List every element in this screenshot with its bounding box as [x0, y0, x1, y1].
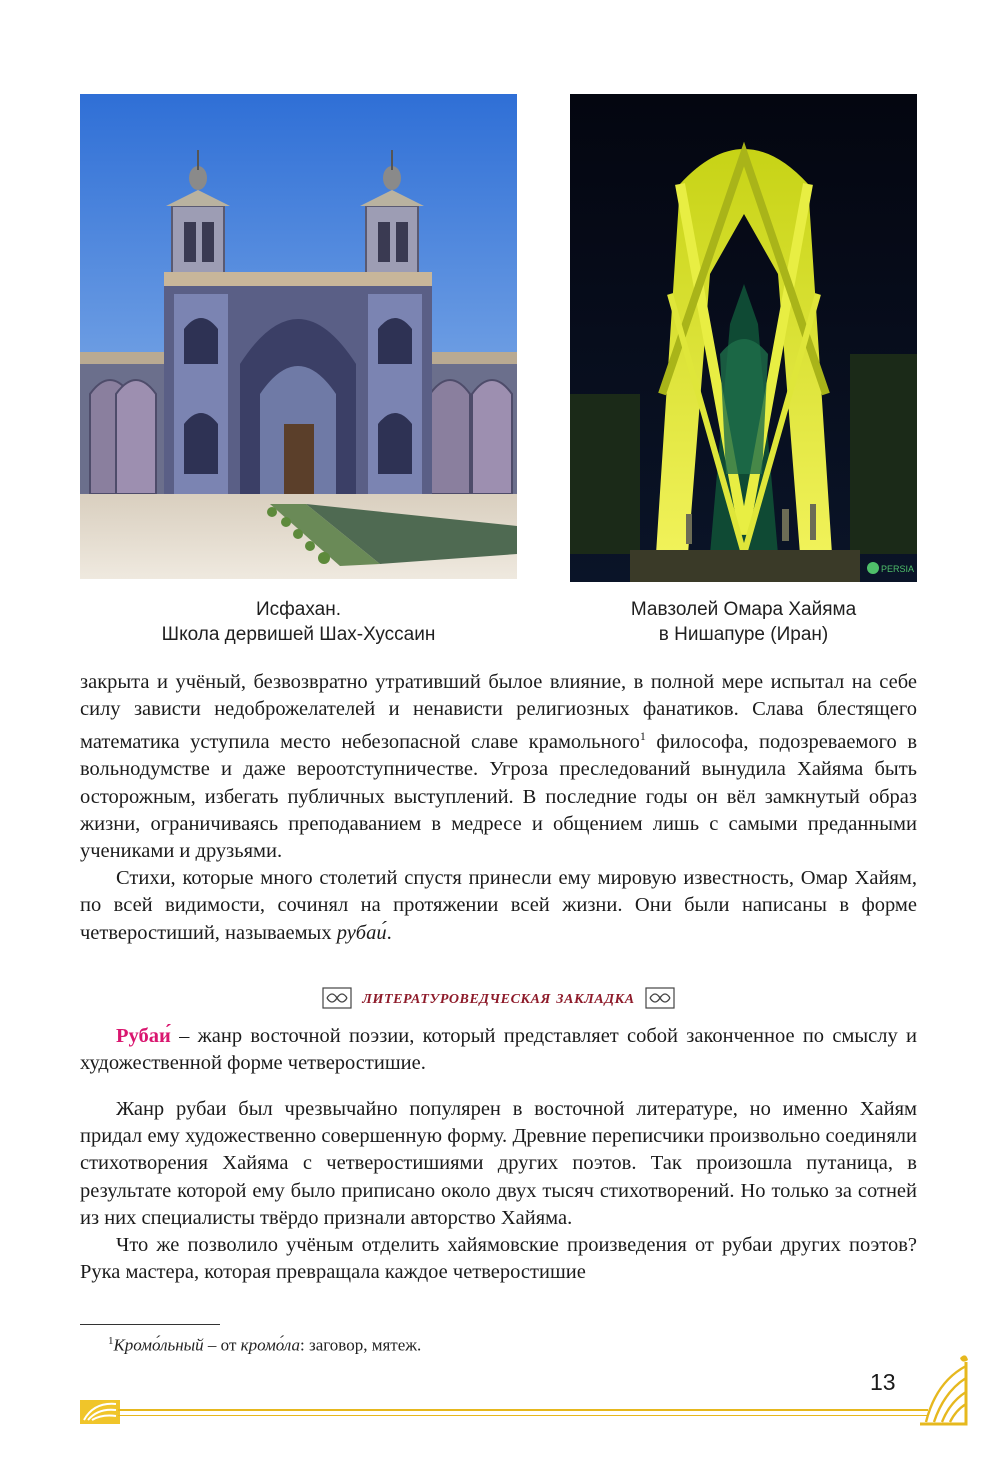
caption-line: Школа дервишей Шах-Хуссаин: [161, 624, 436, 645]
text-run: : заговор, мятеж.: [300, 1335, 422, 1355]
persia-logo: [867, 562, 914, 574]
ornament-right-icon: [645, 987, 675, 1009]
watermark-text: PERSIA: [881, 564, 915, 574]
caption-line: Исфахан.: [256, 599, 341, 620]
mausoleum-illustration: [570, 94, 917, 582]
footnote-divider: [80, 1324, 220, 1325]
bookmark-title: литературоведческая закладка: [362, 986, 635, 1008]
paragraph: [80, 1023, 917, 1077]
mosque-photo: [80, 94, 517, 579]
defined-term: Рубаи́: [116, 1025, 171, 1047]
footnote-term: Кромо́льный: [113, 1335, 204, 1355]
paragraph: [80, 865, 917, 947]
mosque-illustration: [80, 94, 517, 579]
ornament-left-icon: [322, 987, 352, 1009]
footnote-number: 1: [108, 1335, 114, 1347]
footnote: [108, 1330, 421, 1357]
footer-ornament-left-icon: [80, 1398, 122, 1426]
paragraph: Что же позволило учёным отделить хайямовские произведения от рубаи других поэтов? Рука мастера, которая превращала каждое четверостишие: [80, 1234, 917, 1284]
term-definition: [80, 1023, 917, 1077]
figure-caption: [80, 597, 517, 647]
paragraph: [80, 669, 917, 865]
text-run: – жанр восточной поэзии, который представляет собой законченное по смыслу и художественной форме четверостишие.: [80, 1025, 917, 1075]
page-number: 13: [870, 1369, 896, 1395]
body-text-block: [80, 1096, 917, 1286]
text-run: .: [386, 921, 392, 944]
emphasis-term: рубаи́: [336, 921, 387, 944]
caption-line: Мавзолей Омара Хайяма: [630, 599, 857, 620]
text-run: философа, подозреваемого в вольнодумстве и даже вероотступничестве. Угроза преследований вынудила Хайяма быть осторожным, избегать публичных выступлений. В последние годы он вёл замкнутый образ жизни, ограничиваясь преподаванием в медресе и общением лишь с самыми преданными учениками и друзьями.: [80, 731, 917, 863]
paragraph: Жанр рубаи был чрезвычайно популярен в восточной литературе, но именно Хайям придал ему художественно совершенную форму. Древние переписчики произвольно соединяли стихотворения Хайяма с четверостишиями других поэтов. Так произошла путаница, в результате которой ему было приписано около двух тысяч стихотворений. Но только за сотней из них специалисты твёрдо признали авторство Хайяма.: [80, 1098, 917, 1229]
caption-line: в Нишапуре (Иран): [658, 624, 829, 645]
text-run: – от: [203, 1335, 241, 1355]
footnote-marker[interactable]: 1: [639, 729, 646, 744]
footnote-source: кромо́ла: [240, 1335, 300, 1355]
footer-rule: [118, 1409, 928, 1416]
text-run: Стихи, которые много столетий спустя принесли ему мировую известность, Омар Хайям, по всей видимости, сочинял на протяжении всей жизни. Они были написаны в форме четверостиший, называемых: [80, 867, 917, 944]
text-run: закрыта и учёный, безвозвратно утративший былое влияние, в полной мере испытал на себе силу зависти недоброжелателей и ненависти религиозных фанатиков. Слава блестящего математика уступила место небезопасной славе крамольного: [80, 671, 917, 754]
body-text-block: [80, 669, 917, 947]
literary-bookmark-header: [80, 986, 917, 1016]
mausoleum-photo: [570, 94, 917, 582]
footer-ornament-right-icon: [916, 1352, 970, 1428]
figure-caption: [570, 597, 917, 647]
